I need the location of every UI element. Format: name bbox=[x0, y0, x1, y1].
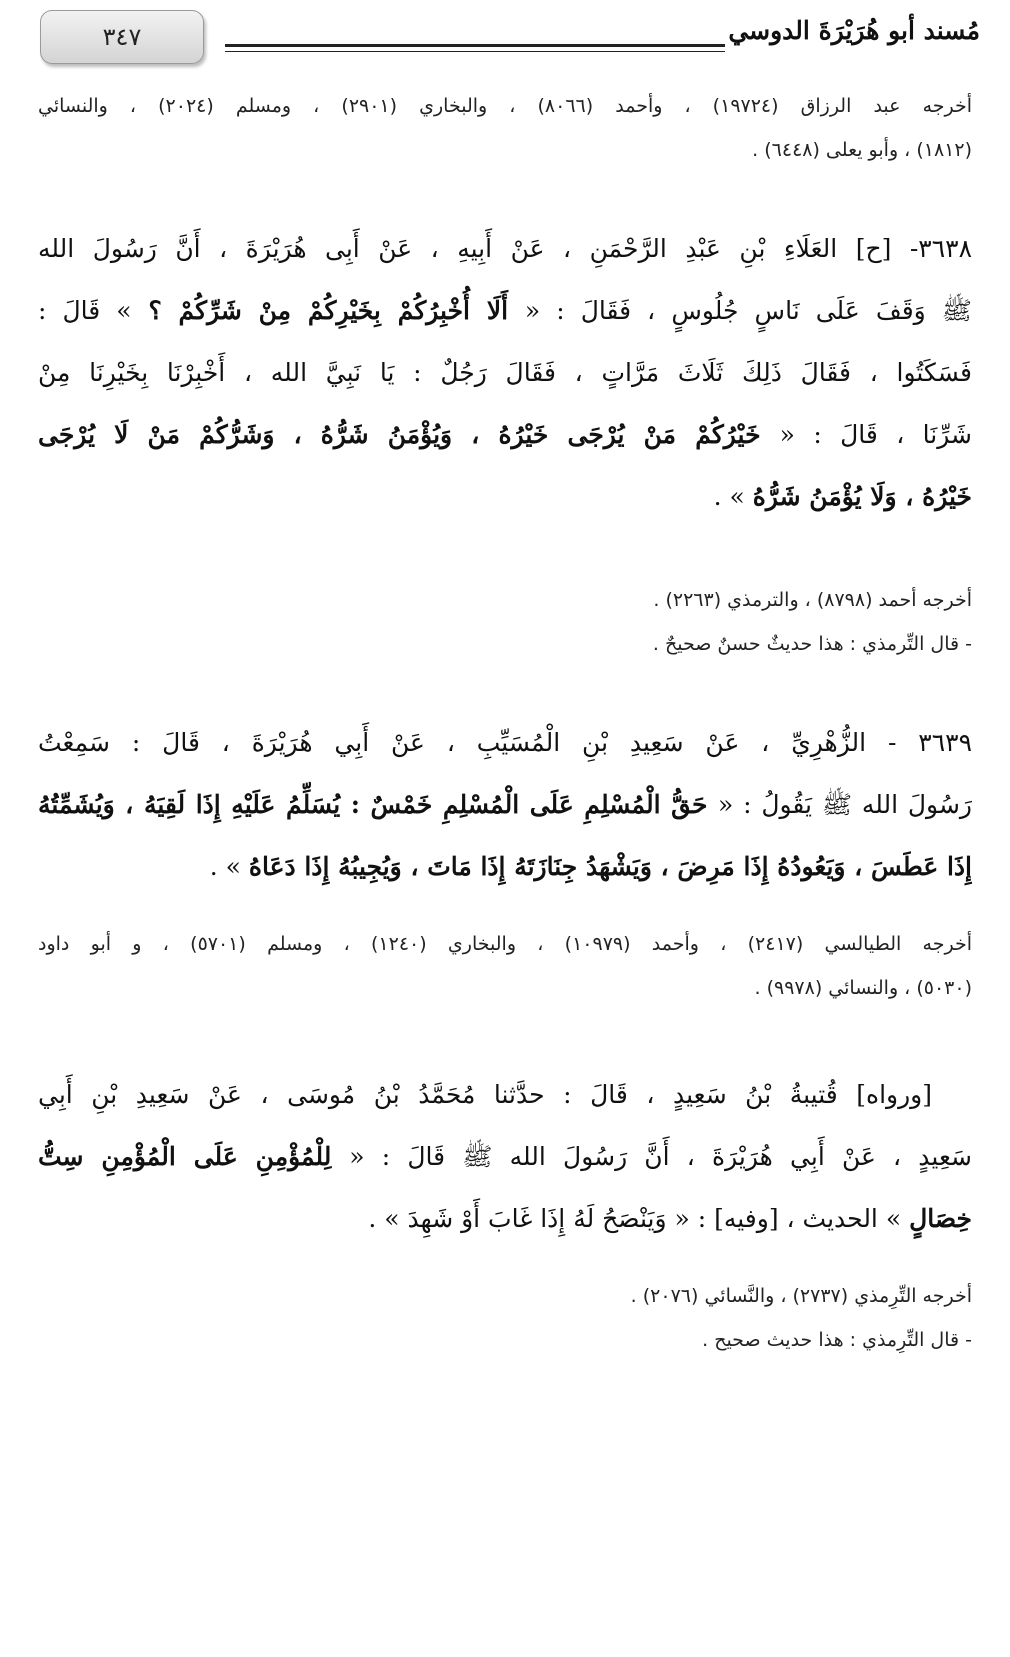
note-riwaya bbox=[38, 1274, 972, 1362]
hadith-3638-line5: خَيْرُهُ ، وَلَا يُؤْمَنُ شَرُّهُ » . bbox=[713, 482, 972, 511]
page-number-box bbox=[40, 10, 204, 64]
note-top-line1: أخرجه عبد الرزاق (١٩٧٢٤) ، وأحمد (٨٠٦٦) ، والبخاري (٢٩٠١) ، ومسلم (٢٠٢٤) ، والنسائي bbox=[38, 95, 972, 117]
hadith-3639-line3: إِذَا عَطَسَ ، وَيَعُودُهُ إِذَا مَرِضَ ، وَيَشْهَدُ جِنَازَتَهُ إِذَا مَاتَ ، وَيُجِيبُهُ إِذَا دَعَاهُ » . bbox=[209, 852, 972, 881]
note-3638 bbox=[38, 578, 972, 666]
note-riwaya-line1: أخرجه التِّرِمذي (٢٧٣٧) ، والنَّسائي (٢٠٧٦) . bbox=[630, 1285, 972, 1307]
header-rule bbox=[225, 44, 725, 47]
hadith-3638-line3: فَسَكَتُوا ، فَقَالَ ذَلِكَ ثَلَاثَ مَرَّاتٍ ، فَقَالَ رَجُلٌ : يَا نَبِيَّ الله ، أَخْبِرْنَا بِخَيْرِنَا مِنْ bbox=[38, 358, 972, 387]
running-title: مُسند أبو هُرَيْرَةَ الدوسي bbox=[728, 16, 980, 45]
note-3638-line1: أخرجه أحمد (٨٧٩٨) ، والترمذي (٢٢٦٣) . bbox=[653, 589, 972, 611]
note-top-line2: (١٨١٢) ، وأبو يعلى (٦٤٤٨) . bbox=[752, 139, 972, 161]
note-riwaya-line2: - قال التِّرِمذي : هذا حديث صحيح . bbox=[702, 1329, 972, 1351]
hadith-3639 bbox=[38, 712, 972, 898]
header-rule-thin bbox=[225, 51, 725, 52]
note-3639 bbox=[38, 922, 972, 1010]
note-3639-line2: (٥٠٣٠) ، والنسائي (٩٩٧٨) . bbox=[754, 977, 972, 999]
hadith-3638 bbox=[38, 218, 972, 528]
hadith-3639-line1: ٣٦٣٩ - الزُّهْرِيِّ ، عَنْ سَعِيدِ بْنِ الْمُسَيِّبِ ، عَنْ أَبِي هُرَيْرَةَ ، قَالَ : سَمِعْتُ bbox=[38, 728, 972, 757]
hadith-3639-line2: رَسُولَ الله ﷺ يَقُولُ : « حَقُّ الْمُسْلِمِ عَلَى الْمُسْلِمِ خَمْسٌ : يُسَلِّمُ عَلَيْهِ إِذَا لَقِيَهُ ، وَيُشَمِّتُهُ bbox=[38, 790, 972, 819]
hadith-3638-line4: شَرِّنَا ، قَالَ : « خَيْرُكُمْ مَنْ يُرْجَى خَيْرُهُ ، وَيُؤْمَنُ شَرُّهُ ، وَشَرُّكُمْ مَنْ لَا يُرْجَى bbox=[38, 420, 972, 449]
note-top bbox=[38, 84, 972, 172]
hadith-riwaya-line1: [ورواه] قُتيبةُ بْنُ سَعِيدٍ ، قَالَ : حدَّثنا مُحَمَّدُ بْنُ مُوسَى ، عَنْ سَعِيدِ بْنِ أَبِي bbox=[38, 1080, 932, 1109]
page-header bbox=[30, 10, 980, 70]
note-3639-line1: أخرجه الطيالسي (٢٤١٧) ، وأحمد (١٠٩٧٩) ، والبخاري (١٢٤٠) ، ومسلم (٥٧٠١) ، و أبو داود bbox=[38, 933, 972, 955]
hadith-3638-line2: ﷺ وَقَفَ عَلَى نَاسٍ جُلُوسٍ ، فَقَالَ : « أَلَا أُخْبِرُكُمْ بِخَيْرِكُمْ مِنْ شَرِّكُمْ ؟ » قَالَ : bbox=[38, 296, 972, 325]
hadith-riwaya-line2: سَعِيدٍ ، عَنْ أَبِي هُرَيْرَةَ ، أَنَّ رَسُولَ الله ﷺ قَالَ : « لِلْمُؤْمِنِ عَلَى الْمُؤْمِنِ سِتُّ bbox=[38, 1142, 972, 1171]
hadith-riwaya bbox=[38, 1064, 972, 1250]
hadith-riwaya-line3: خِصَالٍ » الحديث ، [وفيه] : « وَيَنْصَحُ لَهُ إِذَا غَابَ أَوْ شَهِدَ » . bbox=[368, 1204, 972, 1233]
note-3638-line2: - قال التِّرمذي : هذا حديثٌ حسنٌ صحيحٌ . bbox=[652, 633, 972, 655]
page-number: ٣٤٧ bbox=[102, 23, 142, 51]
hadith-3638-line1: ٣٦٣٨- [ح] العَلَاءِ بْنِ عَبْدِ الرَّحْمَنِ ، عَنْ أَبِيهِ ، عَنْ أَبِى هُرَيْرَةَ ، أَنَّ رَسُولَ الله bbox=[38, 234, 972, 263]
